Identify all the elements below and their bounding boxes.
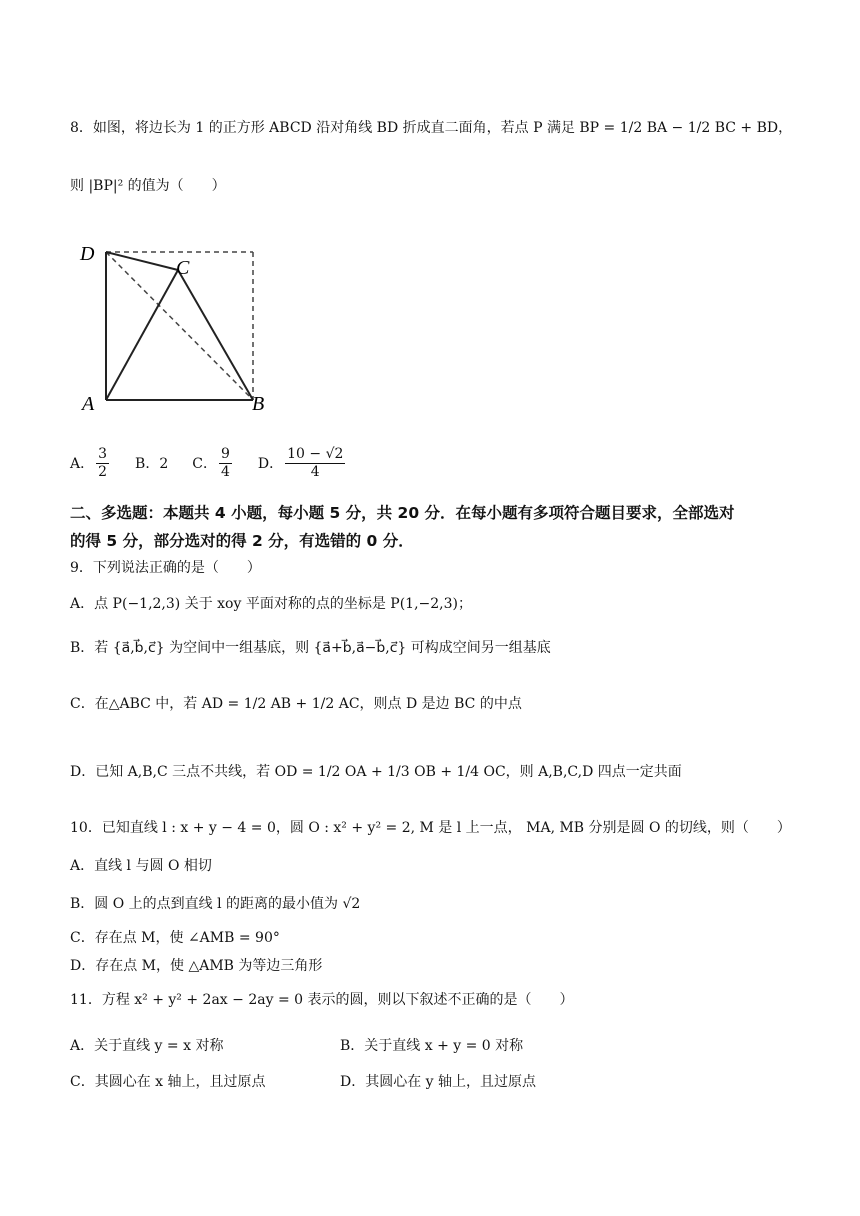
q8-option-d-frac [285,446,345,481]
label-a: A [82,393,95,415]
q9-option-d: D．已知 A,B,C 三点不共线，若 OD = 1/2 OA + 1/3 OB + 1/4 OC，则 A,B,C,D 四点一定共面 [70,764,682,780]
label-b: B [252,393,265,415]
q8-options [70,446,347,481]
q8-line2 [70,176,226,196]
q11-option-b: B．关于直线 x + y = 0 对称 [340,1038,524,1054]
edge-dc [106,252,178,270]
q11-option-d: D．其圆心在 y 轴上，且过原点 [340,1074,537,1090]
q8-option-c-frac [219,446,232,481]
label-c: C [176,257,190,279]
q9-option-b: B．若 {a⃗,b⃗,c⃗} 为空间中一组基底，则 {a⃗+b⃗,a⃗−b⃗,c⃗} 可构成空间另一组基底 [70,640,551,656]
q10-stem: 10．已知直线 l : x + y − 4 = 0，圆 O : x² + y² = 2, M 是 l 上一点， MA, MB 分别是圆 O 的切线，则（ ） [70,820,791,836]
q8-option-a-label: A． [70,455,95,472]
q8-option-a-den: 2 [98,464,108,480]
q10-option-a: A．直线 l 与圆 O 相切 [70,858,212,874]
q8-option-c-den: 4 [220,464,230,480]
q8-option-c-label: C． [192,455,217,472]
q10-option-b: B．圆 O 上的点到直线 l 的距离的最小值为 √2 [70,896,361,912]
q8-option-d-num: 10 − √2 [287,446,344,462]
q8-line1-text: 8．如图，将边长为 1 的正方形 ABCD 沿对角线 BD 折成直二面角，若点 P 满足 BP = 1/2 BA − 1/2 BC + BD， [70,120,793,136]
q10-option-c: C．存在点 M，使 ∠AMB = 90° [70,930,280,946]
q10-option-d: D．存在点 M，使 △AMB 为等边三角形 [70,958,323,974]
q11-option-a: A．关于直线 y = x 对称 [70,1038,224,1054]
q8-option-a-num: 3 [98,446,108,462]
q8-line1 [70,118,792,138]
edge-ca [106,270,178,400]
q8-option-a-frac [96,446,109,481]
q9-option-c: C．在△ABC 中，若 AD = 1/2 AB + 1/2 AC，则点 D 是边 BC 的中点 [70,696,522,712]
q9-stem: 9．下列说法正确的是（ ） [70,560,261,576]
label-d: D [80,243,95,265]
folded-square-figure [76,240,276,420]
q11-stem: 11．方程 x² + y² + 2ax − 2ay = 0 表示的圆，则以下叙述不正确的是（ ） [70,992,574,1008]
q8-option-c-num: 9 [220,446,230,462]
q8-option-b: B．2 [135,455,169,472]
q9-option-a: A．点 P(−1,2,3) 关于 xoy 平面对称的点的坐标是 P(1,−2,3)； [70,596,472,612]
section2-header-line1: 二、多选题：本题共 4 小题，每小题 5 分，共 20 分．在每小题有多项符合题目要求，全部选对 [70,504,735,522]
q8-line2-text: 则 |BP|² 的值为（ ） [70,178,226,194]
q8-option-d-den: 4 [310,464,320,480]
q8-option-d-label: D． [257,455,284,472]
q11-option-c: C．其圆心在 x 轴上，且过原点 [70,1074,266,1090]
section2-header-line2: 的得 5 分，部分选对的得 2 分，有选错的 0 分． [70,532,414,550]
